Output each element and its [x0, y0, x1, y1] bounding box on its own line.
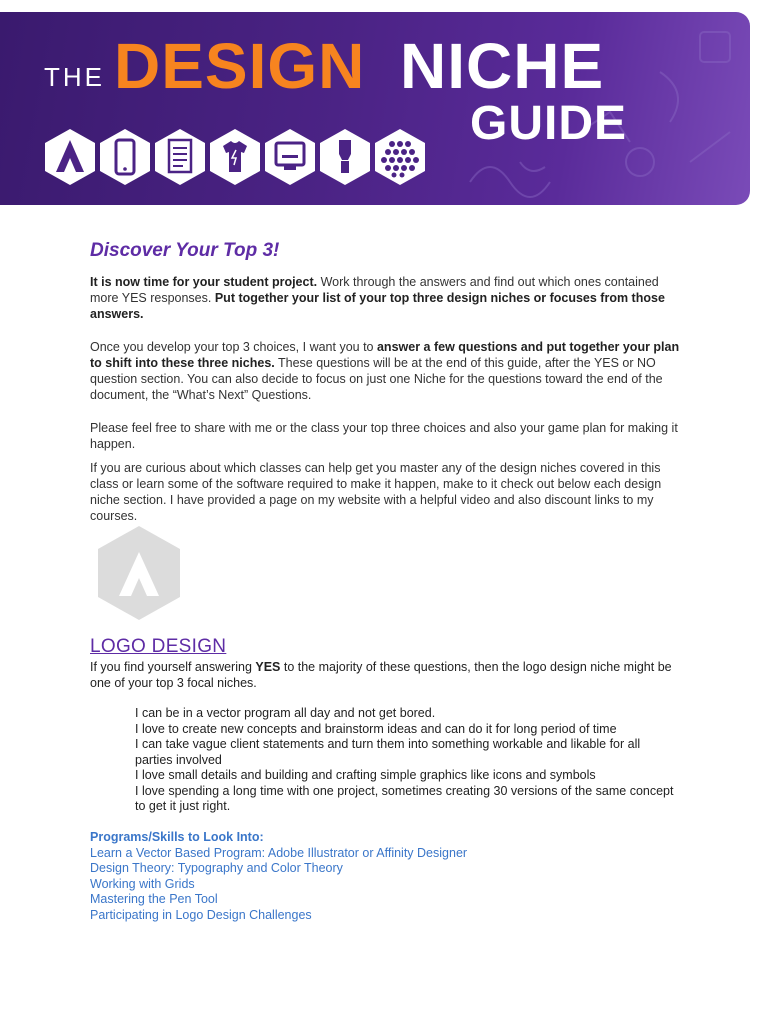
list-item: I love to create new concepts and brainstorm ideas and can do it for long period of time	[135, 721, 617, 736]
intro-section	[90, 240, 682, 524]
intro-p2-text: Once you develop your top 3 choices, I want you to	[90, 340, 377, 354]
intro-paragraph-1	[90, 274, 682, 322]
programs-section	[90, 830, 690, 923]
pen-tool-icon	[319, 128, 371, 186]
discover-title: Discover Your Top 3!	[90, 240, 280, 261]
logo-design-heading[interactable]: LOGO DESIGN	[90, 636, 227, 657]
pattern-icon	[374, 128, 426, 186]
programs-heading: Programs/Skills to Look Into:	[90, 830, 264, 844]
logo-design-intro	[90, 659, 682, 691]
title-the: THE	[44, 62, 105, 92]
title-design: DESIGN	[114, 30, 366, 102]
title-guide: GUIDE	[470, 97, 628, 150]
intro-paragraph-4: If you are curious about which classes can help get you master any of the design niches covered in this class or learn some of the software required to make it happen, make to it check out below each design niche section. I have provided a page on my website with a helpful video and also discount links to my courses.	[90, 461, 662, 523]
intro-p2-text2: These questions will be at the end of this guide, after the YES or NO question section. You can also decide to focus on just one Niche for the questions toward the end of the document, the “What’s Next” Questions.	[90, 356, 663, 402]
program-link[interactable]: Design Theory: Typography and Color Theory	[90, 861, 343, 875]
logo-intro-pre: If you find yourself answering	[90, 660, 256, 674]
logo-intro-yes: YES	[255, 660, 281, 674]
list-item: I love spending a long time with one project, sometimes creating 30 versions of the same concept to get it just right.	[135, 783, 674, 813]
title-niche: NICHE	[400, 30, 605, 102]
question-list	[135, 706, 675, 815]
logo-a-icon	[44, 128, 96, 186]
list-item: I love small details and building and crafting simple graphics like icons and symbols	[135, 768, 596, 782]
intro-p1-bold2: Put together your list of your top three design niches or focuses from those answers.	[90, 291, 665, 321]
program-link[interactable]: Working with Grids	[90, 876, 195, 891]
tshirt-icon	[209, 128, 261, 186]
intro-p2-bold: answer a few questions and put together your plan to shift into these three niches.	[90, 340, 680, 370]
intro-paragraph-3: Please feel free to share with me or the class your top three choices and also your game plan for making it happen.	[90, 421, 678, 451]
logo-intro-post: to the majority of these questions, then the logo design niche might be one of your top 3 focal niches.	[90, 660, 672, 690]
intro-p1-bold: It is now time for your student project.	[90, 275, 318, 289]
list-item: I can take vague client statements and turn them into something workable and likable for all parties involved	[135, 737, 641, 767]
program-link[interactable]: Mastering the Pen Tool	[90, 892, 218, 906]
list-item: I can be in a vector program all day and not get bored.	[135, 706, 436, 720]
header-banner	[0, 12, 750, 205]
monitor-icon	[264, 128, 316, 186]
phone-icon	[99, 128, 151, 186]
intro-paragraph-2	[90, 339, 682, 403]
document-icon	[154, 128, 206, 186]
intro-p1-text: Work through the answers and find out which ones contained more YES responses.	[90, 275, 659, 305]
logo-a-icon	[96, 524, 182, 622]
program-link[interactable]: Learn a Vector Based Program: Adobe Illustrator or Affinity Designer	[90, 845, 468, 860]
program-link[interactable]: Participating in Logo Design Challenges	[90, 907, 312, 922]
